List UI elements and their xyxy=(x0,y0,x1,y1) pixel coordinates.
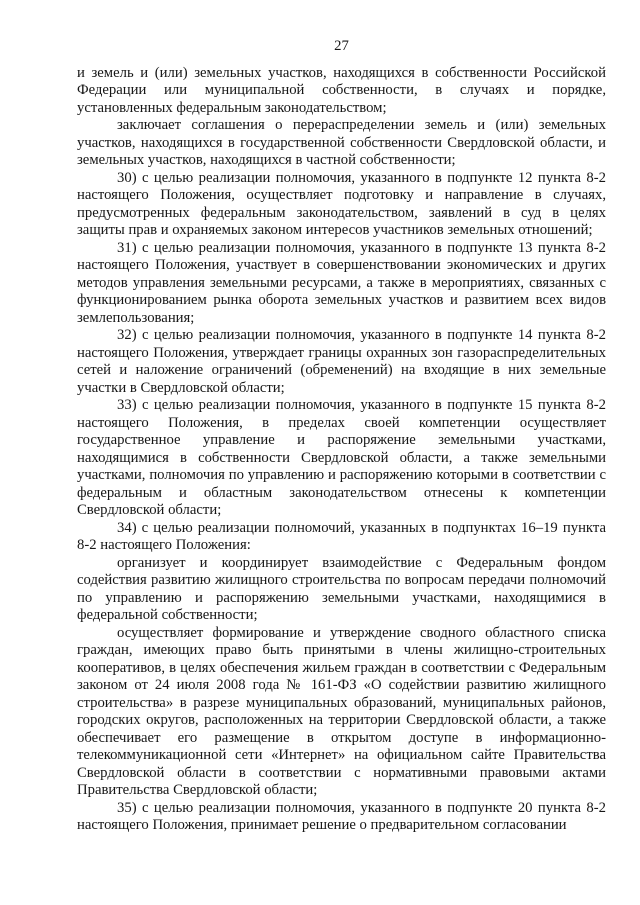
page-number: 27 xyxy=(334,38,349,54)
paragraph: 33) с целью реализации полномочия, указанного в подпункте 15 пункта 8-2 настоящего Положения, в пределах своей компетенции осуществляет государственное управление и распоряжение земельными участками, находящимися в собственности Свердловской области, а также земельными участками, полномочия по управлению и распоряжению которыми в соответствии с федеральным и областным законодательством отнесены к компетенции Свердловской области; xyxy=(77,397,606,518)
paragraph: 31) с целью реализации полномочия, указанного в подпункте 13 пункта 8-2 настоящего Положения, участвует в совершенствовании экономических и других методов управления земельными ресурсами, а также в мероприятиях, связанных с функционированием рынка оборота земельных участков и развитием всех видов землепользования; xyxy=(77,239,606,326)
paragraph: организует и координирует взаимодействие с Федеральным фондом содействия развитию жилищного строительства по вопросам передачи полномочий по управлению и распоряжению земельными участками, находящимися в федеральной собственности; xyxy=(77,554,606,623)
paragraph: 34) с целью реализации полномочий, указанных в подпунктах 16–19 пункта 8-2 настоящего Положения: xyxy=(77,519,606,553)
paragraph: и земель и (или) земельных участков, находящихся в собственности Российской Федерации или муниципальной собственности, в случаях и порядке, установленных федеральным законодательством; xyxy=(77,64,606,116)
paragraph: 35) с целью реализации полномочия, указанного в подпункте 20 пункта 8-2 настоящего Положения, принимает решение о предварительном согласовании xyxy=(77,799,606,833)
body-text xyxy=(77,65,606,835)
paragraph: 32) с целью реализации полномочия, указанного в подпункте 14 пункта 8-2 настоящего Положения, утверждает границы охранных зон газораспределительных сетей и наложение ограничений (обременений) на входящие в них земельные участки в Свердловской области; xyxy=(77,327,606,396)
paragraph: осуществляет формирование и утверждение сводного областного списка граждан, имеющих право быть принятыми в члены жилищно-строительных кооперативов, в целях обеспечения жильем граждан в соответствии с Федеральным законом от 24 июля 2008 года № 161-ФЗ «О содействии развитию жилищного строительства» в разрезе муниципальных образований, муниципальных районов, городских округов, расположенных на территории Свердловской области, а также обеспечивает его размещение в открытом доступе в информационно-телекоммуникационной сети «Интернет» на официальном сайте Правительства Свердловской области в соответствии с нормативными правовыми актами Правительства Свердловской области; xyxy=(77,624,606,798)
paragraph: заключает соглашения о перераспределении земель и (или) земельных участков, находящихся в государственной собственности Свердловской области, и земельных участков, находящихся в частной собственности; xyxy=(77,117,606,168)
paragraph: 30) с целью реализации полномочия, указанного в подпункте 12 пункта 8-2 настоящего Положения, осуществляет подготовку и направление в случаях, предусмотренных федеральным законодательством, заявлений в суд в целях защиты прав и охраняемых законом интересов участников земельных отношений; xyxy=(77,169,606,238)
